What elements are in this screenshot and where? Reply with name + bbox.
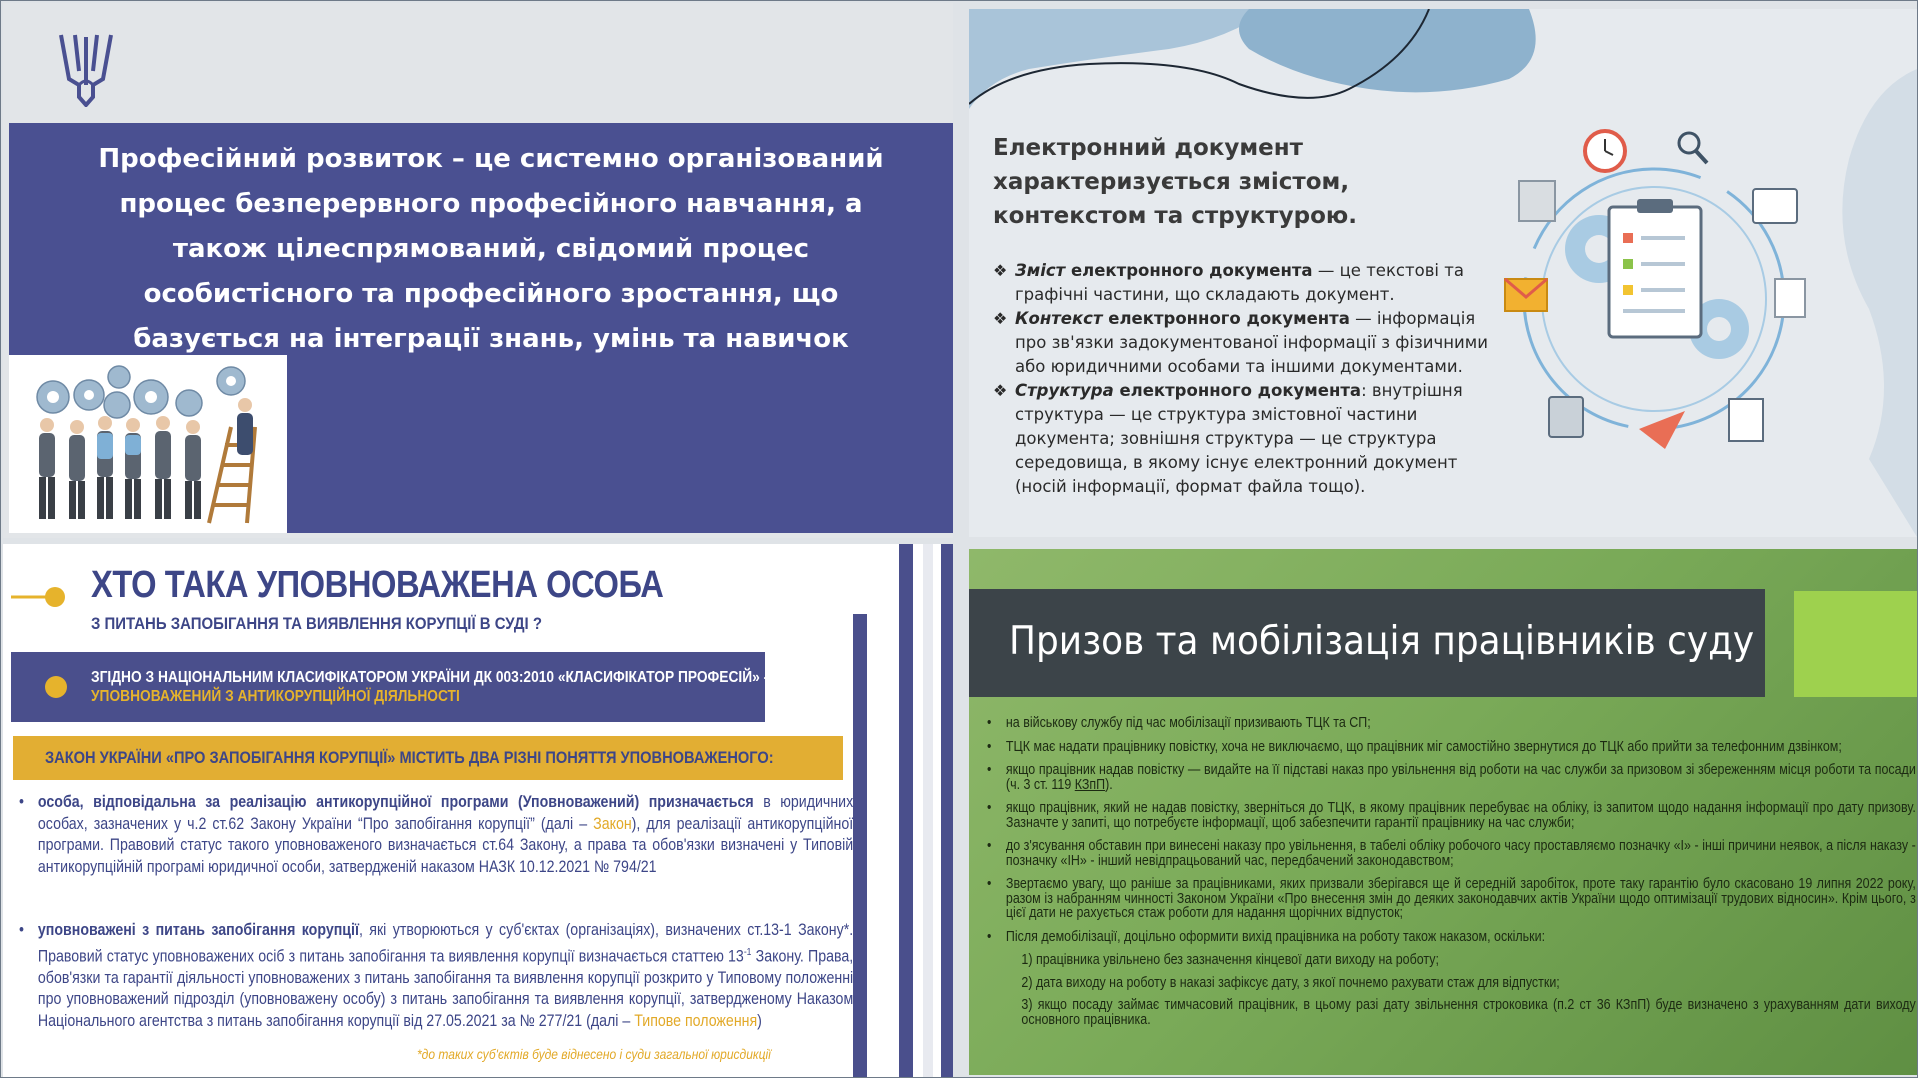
classifier-box: ЗГІДНО З НАЦІОНАЛЬНИМ КЛАСИФІКАТОРОМ УКРАЇНИ ДК 003:2010 «КЛАСИФІКАТОР ПРОФЕСІЙ» - УПОВНОВАЖЕНИЙ З АНТИКОРУПЦІЙНОЇ ДІЯЛЬНОСТІ <box>11 652 765 722</box>
bullet-icon: • <box>19 793 24 811</box>
list-item: • якщо працівник надав повістку — видайте на її підставі наказ про увільнення від роботи на час служби за призовом зі збереженням місця роботи та посади (ч. 3 ст. 119 КЗпП). <box>987 762 1916 793</box>
title-bar <box>969 589 1765 697</box>
electronic-document-panel <box>969 9 1917 537</box>
bullet-icon: • <box>19 921 24 939</box>
bullet-dot-icon <box>45 676 67 698</box>
definition-text: Професійний розвиток – це системно організований процес безперервного професійного навчання, а також цілеспрямований, свідомий процес особистісного та професійного зростання, що базується на інтеграції знань, умінь та навичок <box>98 144 884 354</box>
definition-banner <box>9 123 953 533</box>
list-item: • якщо працівник, який не надав повістку, зверніться до ТЦК, в якому працівник перебуває на обліку, із запитом щодо надання інформації про дату призову. Зазначте у запиті, що потребуєте інформації, щоб забезпечити гарантії працівнику на час служби; <box>987 800 1916 831</box>
list-item: ❖ Зміст електронного документа — це текстові та графічні частини, що складають документ. <box>993 261 1464 304</box>
definition-paragraph: • уповноважені з питань запобігання корупції, які утворюються у суб'єктах (організаціях), визначених ст.13-1 Закону*. Правовий статус уповноважених осіб з питань запобігання та виявлення корупції визначається статтею $13^{-1}$ Закону. Права, обов'язки та гарантії діяльності уповноважених з питань запобігання та виявлення корупції розкрито у Типовому положенні про уповноважений підрозділ (уповноважену особу) з питань запобігання та виявлення корупції, затвердженому Наказом Національного агентства з питань запобігання корупції від 27.05.2021 за № 277/21 (далі – Типове положення) <box>19 921 854 1030</box>
footnote: *до таких суб'єктів буде віднесено і суди загальної юрисдикції <box>417 1046 771 1062</box>
sub-list-item: 2) дата виходу на роботу в наказі зафіксує дату, з якої почнемо рахувати стаж для відпустки; <box>1021 974 1560 991</box>
regulation-link[interactable]: Типове положення <box>634 1011 758 1030</box>
list-item: • Після демобілізації, доцільно оформити вихід працівника на роботу також наказом, оскільки: <box>987 928 1546 945</box>
section-title: ХТО ТАКА УПОВНОВАЖЕНА ОСОБА <box>91 564 664 606</box>
list-item: ❖ Контекст електронного документа — інформація про зв'язки задокументованої інформації з фізичними або юридичними особами та іншими документами. <box>993 309 1488 376</box>
definition-paragraph: • особа, відповідальна за реалізацію антикорупційної програми (Уповноважений) призначається в юридичних особах, зазначених у ч.2 ст.62 Закону України “Про запобігання корупції” (далі – Закон), для реалізації антикорупційної програми. Правовий статус такого уповноваженого визначається ст.64 Закону, а права та обов'язки визначені у Типовій антикорупційній програмі юридичної особи, затвердженій наказом НАЗК 10.12.2021 № 794/21 <box>19 793 854 876</box>
title-marker-icon <box>11 586 67 608</box>
mobilization-list <box>987 716 1916 1035</box>
document-workflow-illustration <box>1489 129 1819 469</box>
trident-logo-icon <box>55 31 117 107</box>
law-banner: ЗАКОН УКРАЇНИ «ПРО ЗАПОБІГАННЯ КОРУПЦІЇ» МІСТИТЬ ДВА РІЗНІ ПОНЯТТЯ УПОВНОВАЖЕНОГО: <box>13 736 843 780</box>
list-item: • на військову службу під час мобілізації призивають ТЦК та СП; <box>987 715 1371 731</box>
section-subtitle: З ПИТАНЬ ЗАПОБІГАННЯ ТА ВИЯВЛЕННЯ КОРУПЦІЇ В СУДІ ? <box>91 614 542 633</box>
labor-code-link[interactable]: КЗпП <box>1074 776 1106 793</box>
bullet-icon: ❖ <box>993 261 1008 280</box>
mobilization-title: Призов та мобілізація працівників суду <box>1009 619 1755 664</box>
sub-list-item: 3) якщо посаду займає тимчасовий працівник, в цьому разі дату звільнення строковика (п.2 ст 36 КЗпП) буде визначено з урахуванням дати виходу основного працівника. <box>1021 997 1916 1028</box>
highlighted-profession: УПОВНОВАЖЕНИЙ З АНТИКОРУПЦІЙНОЇ ДІЯЛЬНОСТІ <box>91 688 460 705</box>
mobilization-panel <box>969 549 1917 1075</box>
professional-development-panel <box>3 3 953 538</box>
list-item: • до з'ясування обставин при винесені наказу про увільнення, в табелі обліку робочого часу проставляємо позначку «І» - інші причини неявок, а після наказу - позначку «ІН» - інший невідпрацьований час, передбачений законодавством; <box>987 838 1916 869</box>
electronic-document-title: Електронний документ характеризується змістом, контекстом та структурою. <box>993 135 1357 229</box>
list-item: • ТЦК має надати працівнику повістку, хоча не виключаємо, що працівник міг самостійно звернутися до ТЦК або прийти за телефонним дзвінком; <box>987 738 1842 755</box>
sub-list-item: 1) працівника увільнено без зазначення кінцевої дати виходу на роботу; <box>1021 952 1439 968</box>
bullet-icon: ❖ <box>993 309 1008 328</box>
document-properties-list <box>993 259 1493 499</box>
bullet-icon: ❖ <box>993 381 1008 400</box>
accent-block <box>1794 591 1917 697</box>
law-link[interactable]: Закон <box>593 814 632 833</box>
list-item: • Звертаємо увагу, що раніше за працівниками, яких призвали зберігався ще й середній заробіток, проте таку гарантію було скасовано 19 липня 2022 року, разом із набранням чинності Законом України «Про внесення змін до деяких законодавчих актів України щодо оптимізації трудових відносин». Крім цього, з цієї дати не рахується стаж роботи для надання щорічних відпусток; <box>987 876 1916 921</box>
list-item: ❖ Структура електронного документа: внутрішня структура — це структура змістовної частини документа; зовнішня структура — це структура середовища, в якому існує електронний документ (носій інформації, формат файла тощо). <box>993 381 1463 496</box>
people-with-gears-illustration <box>9 355 287 533</box>
authorized-person-panel <box>3 544 953 1078</box>
